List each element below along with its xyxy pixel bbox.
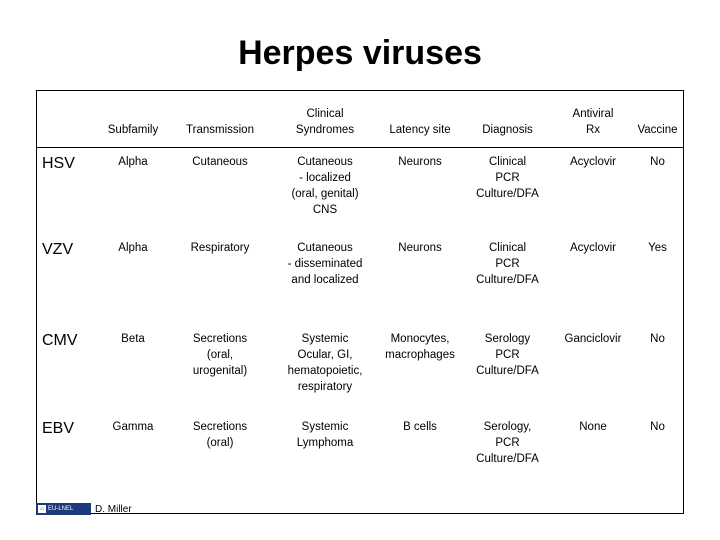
- transmission-text: Respiratory: [190, 242, 250, 254]
- diagnosis-text: Clinical: [488, 242, 527, 254]
- antiviral-text: Acyclovir: [569, 155, 616, 168]
- table-row: [36, 234, 684, 325]
- syndromes-text: Cutaneous: [297, 155, 353, 168]
- antiviral-text: None: [579, 421, 607, 433]
- transmission-text: urogenital): [192, 365, 248, 377]
- header-row: [36, 90, 684, 147]
- subfamily-cell: [96, 325, 170, 413]
- diagnosis-text: PCR: [495, 258, 520, 270]
- institution-logo: [36, 503, 91, 515]
- transmission-cell: [170, 413, 270, 514]
- logo-text: EU-LNEL: [48, 506, 74, 512]
- transmission-cell: [170, 325, 270, 413]
- subfamily-text: Gamma: [112, 421, 154, 433]
- syndromes-text: hematopoietic,: [287, 365, 363, 377]
- subfamily-text: Alpha: [118, 155, 148, 168]
- herpes-virus-table: [36, 90, 684, 514]
- latency-text: Neurons: [398, 155, 442, 168]
- latency-cell: [380, 234, 460, 325]
- table-row: [36, 325, 684, 413]
- subfamily-text: Alpha: [118, 242, 148, 254]
- latency-text: B cells: [403, 421, 437, 433]
- syndromes-text: CNS: [312, 203, 338, 216]
- syndromes-text: and localized: [291, 274, 359, 286]
- syndromes-text: - disseminated: [287, 258, 363, 270]
- header-label: Transmission: [186, 123, 254, 136]
- diagnosis-text: Clinical: [488, 155, 527, 168]
- latency-text: Monocytes,: [390, 333, 450, 345]
- vaccine-cell: [631, 234, 684, 325]
- transmission-text: Secretions: [192, 333, 248, 345]
- syndromes-header: [270, 90, 380, 147]
- diagnosis-header: [460, 90, 555, 147]
- antiviral-cell: [555, 234, 631, 325]
- subfamily-header: [96, 90, 170, 147]
- header-label: Antiviral: [572, 107, 614, 120]
- virus-name: CMV: [42, 332, 78, 349]
- header-label: Rx: [585, 123, 601, 136]
- latency-cell: [380, 147, 460, 234]
- diagnosis-cell: [460, 413, 555, 514]
- virus-name: EBV: [42, 420, 75, 437]
- diagnosis-cell: [460, 234, 555, 325]
- footer: [36, 503, 132, 515]
- latency-cell: [380, 325, 460, 413]
- subfamily-text: Beta: [121, 333, 145, 345]
- syndromes-text: Ocular, GI,: [297, 349, 353, 361]
- antiviral-cell: [555, 413, 631, 514]
- antiviral-cell: [555, 147, 631, 234]
- virus-name: VZV: [42, 241, 74, 258]
- antiviral-cell: [555, 325, 631, 413]
- diagnosis-text: Culture/DFA: [476, 274, 539, 286]
- syndromes-text: Systemic: [301, 333, 349, 345]
- antiviral-header: [555, 90, 631, 147]
- diagnosis-text: PCR: [495, 171, 520, 184]
- diagnosis-text: Culture/DFA: [476, 365, 539, 377]
- transmission-cell: [170, 234, 270, 325]
- diagnosis-cell: [460, 147, 555, 234]
- header-label: Vaccine: [637, 123, 678, 136]
- syndromes-cell: [270, 147, 380, 234]
- transmission-text: (oral): [206, 437, 234, 449]
- header-label: Subfamily: [107, 123, 159, 136]
- latency-text: macrophages: [385, 349, 455, 361]
- transmission-header: [170, 90, 270, 147]
- logo-mark-icon: ⌂: [38, 505, 46, 513]
- vaccine-text: No: [650, 421, 665, 433]
- header-label: Diagnosis: [482, 123, 533, 136]
- syndromes-text: (oral, genital): [291, 187, 359, 200]
- syndromes-cell: [270, 413, 380, 514]
- syndromes-text: Lymphoma: [296, 437, 354, 449]
- header-label: Clinical: [306, 107, 344, 120]
- slide-title: Herpes viruses: [238, 34, 482, 72]
- vaccine-cell: [631, 147, 684, 234]
- syndromes-text: - localized: [299, 171, 351, 184]
- subfamily-cell: [96, 147, 170, 234]
- latency-text: Neurons: [398, 242, 442, 254]
- diagnosis-text: Culture/DFA: [476, 187, 539, 200]
- vaccine-text: No: [650, 155, 665, 168]
- diagnosis-text: Serology: [484, 333, 531, 345]
- vaccine-cell: [631, 325, 684, 413]
- diagnosis-cell: [460, 325, 555, 413]
- transmission-cell: [170, 147, 270, 234]
- syndromes-text: Systemic: [301, 421, 349, 433]
- diagnosis-text: Serology,: [483, 421, 532, 433]
- virus-name: HSV: [42, 154, 75, 172]
- transmission-text: (oral,: [206, 349, 234, 361]
- latency-cell: [380, 413, 460, 514]
- syndromes-cell: [270, 234, 380, 325]
- vaccine-text: Yes: [648, 242, 667, 254]
- virus-header: [36, 90, 96, 147]
- diagnosis-text: Culture/DFA: [476, 453, 539, 465]
- transmission-text: Secretions: [192, 421, 248, 433]
- diagnosis-text: PCR: [495, 437, 520, 449]
- antiviral-text: Acyclovir: [569, 242, 616, 254]
- latency-header: [380, 90, 460, 147]
- transmission-text: Cutaneous: [192, 155, 248, 168]
- syndromes-text: respiratory: [297, 381, 353, 393]
- author-credit: D. Miller: [95, 503, 132, 515]
- syndromes-cell: [270, 325, 380, 413]
- subfamily-cell: [96, 413, 170, 514]
- vaccine-header: [631, 90, 684, 147]
- syndromes-text: Cutaneous: [297, 242, 353, 254]
- vaccine-text: No: [650, 333, 665, 345]
- header-label: Syndromes: [295, 123, 355, 136]
- diagnosis-text: PCR: [495, 349, 520, 361]
- table-row: [36, 147, 684, 234]
- subfamily-cell: [96, 234, 170, 325]
- header-label: Latency site: [389, 123, 451, 136]
- table-row: [36, 413, 684, 514]
- vaccine-cell: [631, 413, 684, 514]
- antiviral-text: Ganciclovir: [564, 333, 622, 345]
